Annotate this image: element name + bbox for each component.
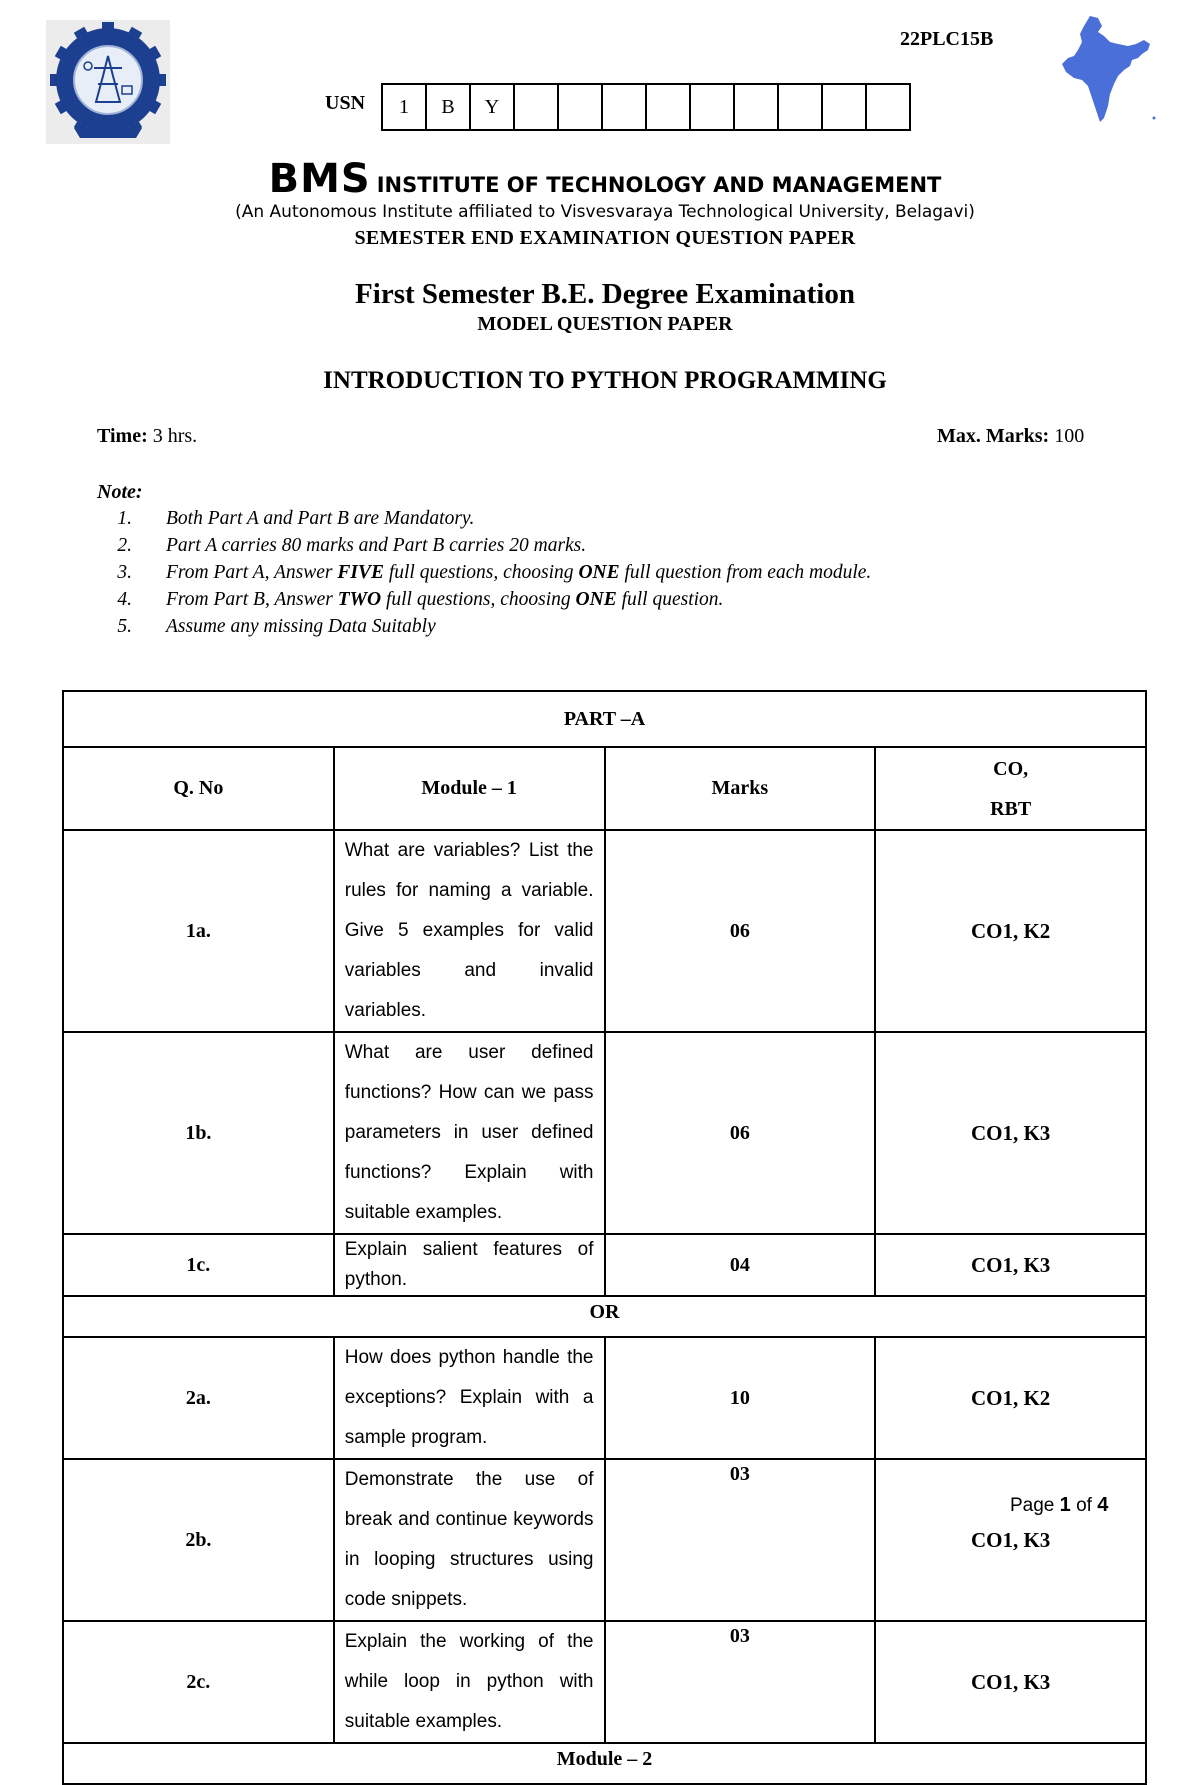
time-allowed xyxy=(97,425,197,448)
page-total: 4 xyxy=(1097,1494,1109,1516)
question-co: CO1, K3 xyxy=(875,1234,1146,1296)
usn-box[interactable] xyxy=(735,85,779,129)
note-text-part: full questions, choosing xyxy=(383,562,579,583)
question-marks: 03 xyxy=(605,1621,876,1743)
subject-title: INTRODUCTION TO PYTHON PROGRAMMING xyxy=(323,367,887,394)
max-marks xyxy=(937,425,1084,448)
note-emphasis: TWO xyxy=(337,589,382,610)
note-text xyxy=(166,589,723,610)
note-emphasis: ONE xyxy=(575,589,617,610)
question-co: CO1, K3 xyxy=(875,1032,1146,1234)
note-text-part: full question from each module. xyxy=(619,562,872,583)
table-row xyxy=(63,1337,1146,1459)
usn-box[interactable] xyxy=(691,85,735,129)
subject-code: 22PLC15B xyxy=(900,28,994,50)
max-marks-value: 100 xyxy=(1054,425,1085,447)
paper-type: SEMESTER END EXAMINATION QUESTION PAPER xyxy=(354,227,856,249)
note-number: 4. xyxy=(117,589,132,610)
usn-box[interactable]: Y xyxy=(471,85,515,129)
note-text xyxy=(166,562,871,583)
exam-subtitle: MODEL QUESTION PAPER xyxy=(477,313,733,335)
note-list xyxy=(97,505,871,640)
table-row xyxy=(63,1234,1146,1296)
affiliation-line: (An Autonomous Institute affiliated to Visvesvaraya Technological University, Belagavi) xyxy=(235,202,975,222)
exam-title: First Semester B.E. Degree Examination xyxy=(355,278,855,310)
note-emphasis: ONE xyxy=(578,562,620,583)
table-row xyxy=(63,1032,1146,1234)
usn-box[interactable]: B xyxy=(427,85,471,129)
question-number: 2a. xyxy=(63,1337,334,1459)
question-marks: 10 xyxy=(605,1337,876,1459)
rbt-header-line: RBT xyxy=(990,797,1032,820)
note-item xyxy=(97,532,871,559)
question-text: Explain salient features of python. xyxy=(334,1234,605,1296)
question-co: CO1, K2 xyxy=(875,1337,1146,1459)
note-number: 2. xyxy=(117,535,132,556)
note-text: Assume any missing Data Suitably xyxy=(166,616,436,637)
usn-label: USN xyxy=(325,92,366,114)
note-text-part: full question. xyxy=(616,589,724,610)
institution-name xyxy=(0,156,1200,202)
usn-box[interactable] xyxy=(867,85,909,129)
table-row xyxy=(63,1621,1146,1743)
usn-box[interactable] xyxy=(647,85,691,129)
table-row xyxy=(63,1459,1146,1621)
part-header-row xyxy=(63,691,1146,747)
note-item xyxy=(97,559,871,586)
question-table xyxy=(62,690,1147,1785)
note-number: 3. xyxy=(117,562,132,583)
usn-box[interactable] xyxy=(603,85,647,129)
note-text: Part A carries 80 marks and Part B carries 20 marks. xyxy=(166,535,587,556)
col-header-co-rbt xyxy=(875,747,1146,830)
note-number: 1. xyxy=(117,508,132,529)
usn-box[interactable] xyxy=(823,85,867,129)
note-text-part: From Part A, Answer xyxy=(166,562,338,583)
max-marks-label: Max. Marks: xyxy=(937,425,1050,447)
institute-logo xyxy=(46,20,170,144)
usn-box-row xyxy=(381,83,911,131)
question-text: Demonstrate the use of break and continue keywords in looping structures using code snippets. xyxy=(334,1459,605,1621)
column-header-row xyxy=(63,747,1146,830)
time-value: 3 hrs. xyxy=(152,425,198,447)
note-item xyxy=(97,613,871,640)
question-text: Explain the working of the while loop in python with suitable examples. xyxy=(334,1621,605,1743)
usn-box[interactable] xyxy=(779,85,823,129)
co-header-line: CO, xyxy=(993,757,1029,780)
usn-box[interactable] xyxy=(559,85,603,129)
question-co: CO1, K3 xyxy=(875,1459,1146,1621)
india-map-icon xyxy=(1058,14,1158,124)
question-text: What are variables? List the rules for naming a variable. Give 5 examples for valid variables and invalid variables. xyxy=(334,830,605,1032)
module-2-title: Module – 2 xyxy=(63,1743,1146,1784)
question-co: CO1, K3 xyxy=(875,1621,1146,1743)
institution-short-name: BMS xyxy=(268,156,371,202)
usn-box[interactable]: 1 xyxy=(383,85,427,129)
col-header-module: Module – 1 xyxy=(334,747,605,830)
note-label: Note: xyxy=(97,481,143,503)
question-number: 2c. xyxy=(63,1621,334,1743)
module-header-row xyxy=(63,1743,1146,1784)
note-item xyxy=(97,505,871,532)
question-marks: 06 xyxy=(605,1032,876,1234)
question-number: 1a. xyxy=(63,830,334,1032)
page-number xyxy=(1010,1494,1108,1517)
note-text-part: full questions, choosing xyxy=(381,589,576,610)
question-text: How does python handle the exceptions? Explain with a sample program. xyxy=(334,1337,605,1459)
question-marks: 03 xyxy=(605,1459,876,1621)
question-number: 1c. xyxy=(63,1234,334,1296)
table-row xyxy=(63,830,1146,1032)
page-word: Page xyxy=(1010,1495,1055,1516)
or-row xyxy=(63,1296,1146,1337)
usn-box[interactable] xyxy=(515,85,559,129)
question-number: 1b. xyxy=(63,1032,334,1234)
question-co: CO1, K2 xyxy=(875,830,1146,1032)
page-current: 1 xyxy=(1059,1494,1071,1516)
note-number: 5. xyxy=(117,616,132,637)
or-separator: OR xyxy=(63,1296,1146,1337)
question-marks: 04 xyxy=(605,1234,876,1296)
note-text: Both Part A and Part B are Mandatory. xyxy=(166,508,475,529)
institution-full-name: INSTITUTE OF TECHNOLOGY AND MANAGEMENT xyxy=(376,173,942,197)
note-item xyxy=(97,586,871,613)
part-title: PART –A xyxy=(63,691,1146,747)
note-text-part: From Part B, Answer xyxy=(166,589,338,610)
col-header-marks: Marks xyxy=(605,747,876,830)
page-of: of xyxy=(1076,1495,1092,1516)
time-label: Time: xyxy=(97,425,148,447)
question-marks: 06 xyxy=(605,830,876,1032)
col-header-qno: Q. No xyxy=(63,747,334,830)
question-number: 2b. xyxy=(63,1459,334,1621)
question-text: What are user defined functions? How can we pass parameters in user defined functions? Explain with suitable examples. xyxy=(334,1032,605,1234)
note-emphasis: FIVE xyxy=(337,562,384,583)
